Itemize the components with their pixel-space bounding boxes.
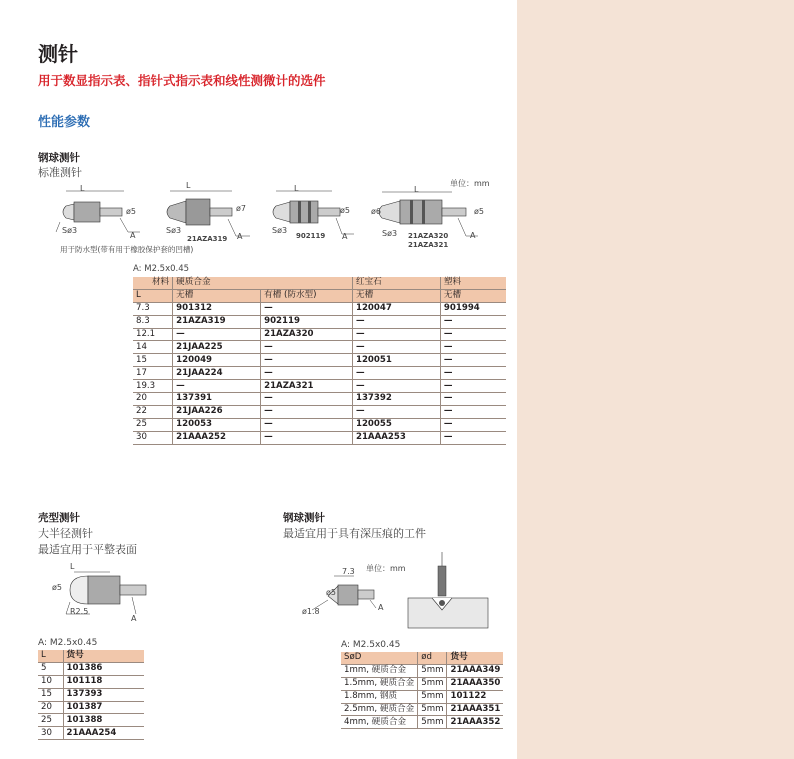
d4-A: A: [470, 231, 476, 240]
table-row: [38, 662, 144, 675]
cell-plastic: —: [440, 380, 506, 393]
deep-dia: ø5: [326, 588, 336, 597]
table-row: [133, 341, 506, 354]
cell-L: 25: [38, 714, 63, 727]
cell-carbide-nogroove: —: [173, 380, 261, 393]
cell-L: 14: [133, 341, 173, 354]
thread-label-2: A: M2.5x0.45: [38, 638, 98, 648]
cell-plastic: —: [440, 367, 506, 380]
hdr-nogroove: 无槽: [173, 289, 261, 302]
cell-ruby: —: [352, 341, 440, 354]
cell-pn: 21AAA352: [447, 716, 503, 729]
d4-dia2: ø5: [474, 207, 484, 216]
cell-pn: 21AAA254: [63, 727, 144, 740]
page-title: 测针: [38, 42, 78, 66]
cell-pn: 101387: [63, 701, 144, 714]
shell-hdr-pn: 货号: [63, 650, 144, 662]
cell-plastic: —: [440, 341, 506, 354]
cell-L: 8.3: [133, 315, 173, 328]
table-row: [133, 354, 506, 367]
cell-L: 22: [133, 405, 173, 418]
cell-pn: 101118: [63, 675, 144, 688]
cell-L: 19.3: [133, 380, 173, 393]
cell-L: 25: [133, 418, 173, 431]
cell-carbide-nogroove: 21JAA225: [173, 341, 261, 354]
table-row: [341, 716, 503, 729]
cell-L: 17: [133, 367, 173, 380]
cell-ruby: —: [352, 405, 440, 418]
cell-d: 5mm: [418, 703, 447, 716]
table-row: [38, 688, 144, 701]
cell-L: 7.3: [133, 302, 173, 315]
table-row: [133, 380, 506, 393]
cell-plastic: —: [440, 315, 506, 328]
cell-ruby: 120055: [352, 418, 440, 431]
shell-hdr-L: L: [38, 650, 63, 662]
table-row: [38, 727, 144, 740]
cell-ruby: —: [352, 315, 440, 328]
table-row: [133, 418, 506, 431]
d1-L: L: [80, 184, 85, 193]
deep-hdr-d: ød: [418, 652, 447, 664]
shell-heading: 壳型测针: [38, 512, 80, 524]
cell-pn: 101386: [63, 662, 144, 675]
steel-ball-heading: 钢球测针: [38, 152, 80, 164]
cell-carbide-groove: —: [261, 367, 353, 380]
cell-plastic: —: [440, 418, 506, 431]
cell-pn: 101122: [447, 690, 503, 703]
cell-carbide-groove: —: [261, 302, 353, 315]
cell-plastic: —: [440, 431, 506, 444]
cell-carbide-groove: —: [261, 405, 353, 418]
d1-S: Sø3: [62, 226, 78, 235]
d3-L: L: [294, 184, 299, 193]
cell-d: 5mm: [418, 664, 447, 677]
cell-sd: 4mm, 硬质合金: [341, 716, 418, 729]
d2-L: L: [186, 181, 191, 190]
table-row: [341, 690, 503, 703]
table-row: [341, 664, 503, 677]
cell-pn: 21AAA350: [447, 677, 503, 690]
shell-L: L: [70, 562, 75, 571]
d2-code: 21AZA319: [187, 235, 228, 243]
cell-L: 20: [38, 701, 63, 714]
hdr-nogroove3: 无槽: [440, 289, 506, 302]
cell-ruby: 120051: [352, 354, 440, 367]
cell-carbide-nogroove: —: [173, 328, 261, 341]
d4-S: Sø3: [382, 229, 398, 238]
cell-L: 10: [38, 675, 63, 688]
deep-tip: ø1.8: [302, 607, 320, 616]
unit-label: 单位：mm: [450, 179, 490, 188]
cell-L: 5: [38, 662, 63, 675]
page-subtitle: 用于数显指示表、指针式指示表和线性测微计的选件: [38, 73, 326, 88]
hdr-L: L: [133, 289, 173, 302]
table-row: [133, 431, 506, 444]
cell-L: 30: [133, 431, 173, 444]
cell-carbide-nogroove: 21JAA224: [173, 367, 261, 380]
d3-dia: ø5: [340, 206, 350, 215]
table-row: [38, 701, 144, 714]
shell-A: A: [131, 614, 137, 623]
cell-L: 20: [133, 393, 173, 406]
d2-S: Sø3: [166, 226, 182, 235]
cell-carbide-nogroove: 21AAA252: [173, 431, 261, 444]
shell-diagram: [40, 562, 160, 626]
cell-carbide-groove: 21AZA320: [261, 328, 353, 341]
steel-ball-sub: 标准测针: [38, 166, 82, 179]
deep-L: 7.3: [342, 567, 355, 576]
table-row: [38, 675, 144, 688]
cell-plastic: —: [440, 354, 506, 367]
cell-carbide-groove: —: [261, 393, 353, 406]
shell-sub2: 最适宜用于平整表面: [38, 543, 137, 556]
hdr-ruby: 红宝石: [352, 277, 440, 289]
steel-ball2-sub: 最适宜用于具有深压痕的工件: [283, 527, 426, 540]
table-row: [133, 405, 506, 418]
cell-carbide-nogroove: 120053: [173, 418, 261, 431]
d4-dia1: ø6: [371, 207, 381, 216]
cell-carbide-nogroove: 21JAA226: [173, 405, 261, 418]
cell-pn: 21AAA349: [447, 664, 503, 677]
shell-sub1: 大半径测针: [38, 527, 93, 540]
cell-plastic: —: [440, 328, 506, 341]
cell-carbide-groove: —: [261, 418, 353, 431]
hdr-plastic: 塑料: [440, 277, 506, 289]
steel-ball2-heading: 钢球测针: [283, 512, 325, 524]
cell-carbide-nogroove: 21AZA319: [173, 315, 261, 328]
d4-code1: 21AZA320: [408, 232, 449, 240]
shell-R: R2.5: [70, 607, 89, 616]
table-row: [38, 714, 144, 727]
shell-table: [38, 650, 144, 740]
table-row: [133, 328, 506, 341]
table-row: [133, 302, 506, 315]
cell-carbide-nogroove: 137391: [173, 393, 261, 406]
d1-A: A: [130, 231, 136, 240]
cell-L: 15: [133, 354, 173, 367]
shell-dia: ø5: [52, 583, 62, 592]
thread-label-1: A: M2.5x0.45: [133, 264, 190, 274]
table-row: [341, 677, 503, 690]
hdr-carbide: 硬质合金: [173, 277, 353, 289]
cell-carbide-nogroove: 120049: [173, 354, 261, 367]
cell-sd: 1.8mm, 钢质: [341, 690, 418, 703]
section-title: 性能参数: [38, 115, 91, 130]
cell-sd: 1mm, 硬质合金: [341, 664, 418, 677]
cell-carbide-groove: 902119: [261, 315, 353, 328]
d3-A: A: [342, 232, 348, 241]
d3-code: 902119: [296, 232, 326, 240]
cell-d: 5mm: [418, 690, 447, 703]
cell-carbide-groove: —: [261, 341, 353, 354]
cell-d: 5mm: [418, 716, 447, 729]
side-panel: [517, 0, 794, 759]
cell-plastic: —: [440, 405, 506, 418]
hdr-material: 材料: [133, 277, 173, 289]
deep-indent-diagram: [292, 548, 492, 630]
steel-ball-table: [133, 277, 506, 445]
d4-code2: 21AZA321: [408, 241, 449, 249]
d1-dia: ø5: [126, 207, 136, 216]
d2-A: A: [237, 232, 243, 241]
table-row: [341, 703, 503, 716]
cell-ruby: —: [352, 367, 440, 380]
d3-S: Sø3: [272, 226, 288, 235]
cell-ruby: —: [352, 328, 440, 341]
waterproof-note: 用于防水型(带有用于橡胶保护套的凹槽): [60, 245, 194, 254]
cell-L: 30: [38, 727, 63, 740]
cell-carbide-nogroove: 901312: [173, 302, 261, 315]
cell-pn: 137393: [63, 688, 144, 701]
d2-dia: ø7: [236, 204, 246, 213]
table-row: [133, 367, 506, 380]
cell-pn: 21AAA351: [447, 703, 503, 716]
d4-L: L: [414, 185, 419, 194]
deep-hdr-sd: SøD: [341, 652, 418, 664]
cell-ruby: 120047: [352, 302, 440, 315]
deep-A: A: [378, 603, 384, 612]
cell-ruby: 21AAA253: [352, 431, 440, 444]
table-row: [133, 393, 506, 406]
hdr-groove: 有槽 (防水型): [261, 289, 353, 302]
hdr-nogroove2: 无槽: [352, 289, 440, 302]
thread-label-3: A: M2.5x0.45: [341, 640, 401, 650]
cell-carbide-groove: —: [261, 354, 353, 367]
cell-L: 12.1: [133, 328, 173, 341]
cell-ruby: —: [352, 380, 440, 393]
deep-hdr-pn: 货号: [447, 652, 503, 664]
cell-sd: 1.5mm, 硬质合金: [341, 677, 418, 690]
cell-carbide-groove: —: [261, 431, 353, 444]
cell-sd: 2.5mm, 硬质合金: [341, 703, 418, 716]
cell-carbide-groove: 21AZA321: [261, 380, 353, 393]
cell-ruby: 137392: [352, 393, 440, 406]
deep-indent-table: [341, 652, 503, 729]
cell-L: 15: [38, 688, 63, 701]
cell-pn: 101388: [63, 714, 144, 727]
cell-d: 5mm: [418, 677, 447, 690]
unit-label-2: 单位：mm: [366, 564, 406, 573]
cell-plastic: 901994: [440, 302, 506, 315]
table-row: [133, 315, 506, 328]
cell-plastic: —: [440, 393, 506, 406]
